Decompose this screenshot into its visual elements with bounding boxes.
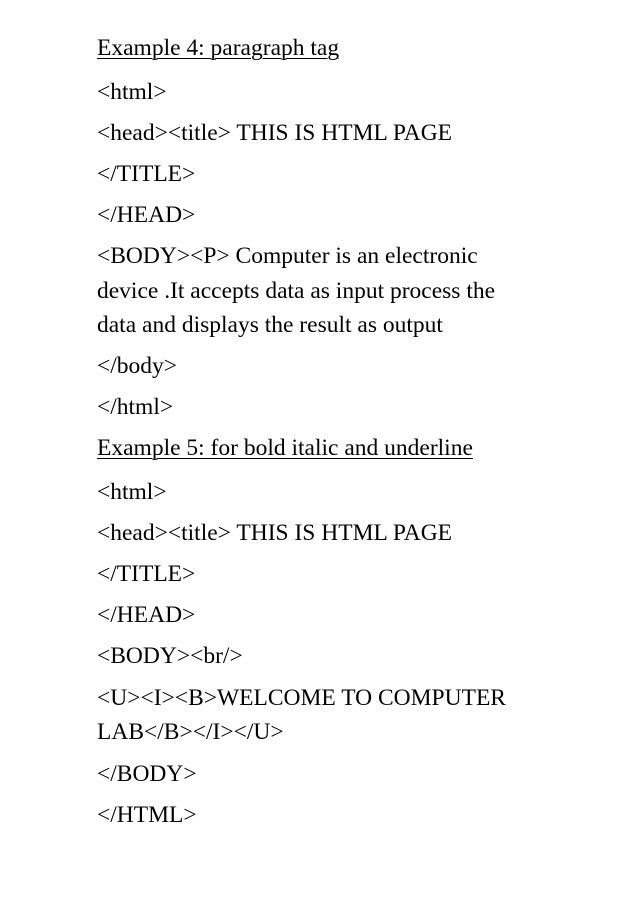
example-5-heading: Example 5: for bold italic and underline [97,435,473,461]
code-line: LAB</B></I></U> [97,719,284,745]
code-line: data and displays the result as output [97,312,443,338]
code-line: </html> [97,394,174,420]
code-line: </TITLE> [97,561,196,587]
code-line: device .It accepts data as input process the [97,278,496,304]
code-line: <U><I><B>WELCOME TO COMPUTER [97,685,506,711]
code-line: <html> [97,479,167,505]
code-line: </HEAD> [97,202,196,228]
code-line: </HTML> [97,802,197,828]
code-line: <head><title> THIS IS HTML PAGE [97,520,453,546]
code-line: <html> [97,79,167,105]
code-line: <BODY><P> Computer is an electronic [97,243,478,269]
code-line: </TITLE> [97,161,196,187]
example-4-heading: Example 4: paragraph tag [97,35,340,61]
code-line: </BODY> [97,761,197,787]
code-line: </HEAD> [97,602,196,628]
code-line: <head><title> THIS IS HTML PAGE [97,120,453,146]
code-line: <BODY><br/> [97,643,243,669]
code-line: </body> [97,353,178,379]
